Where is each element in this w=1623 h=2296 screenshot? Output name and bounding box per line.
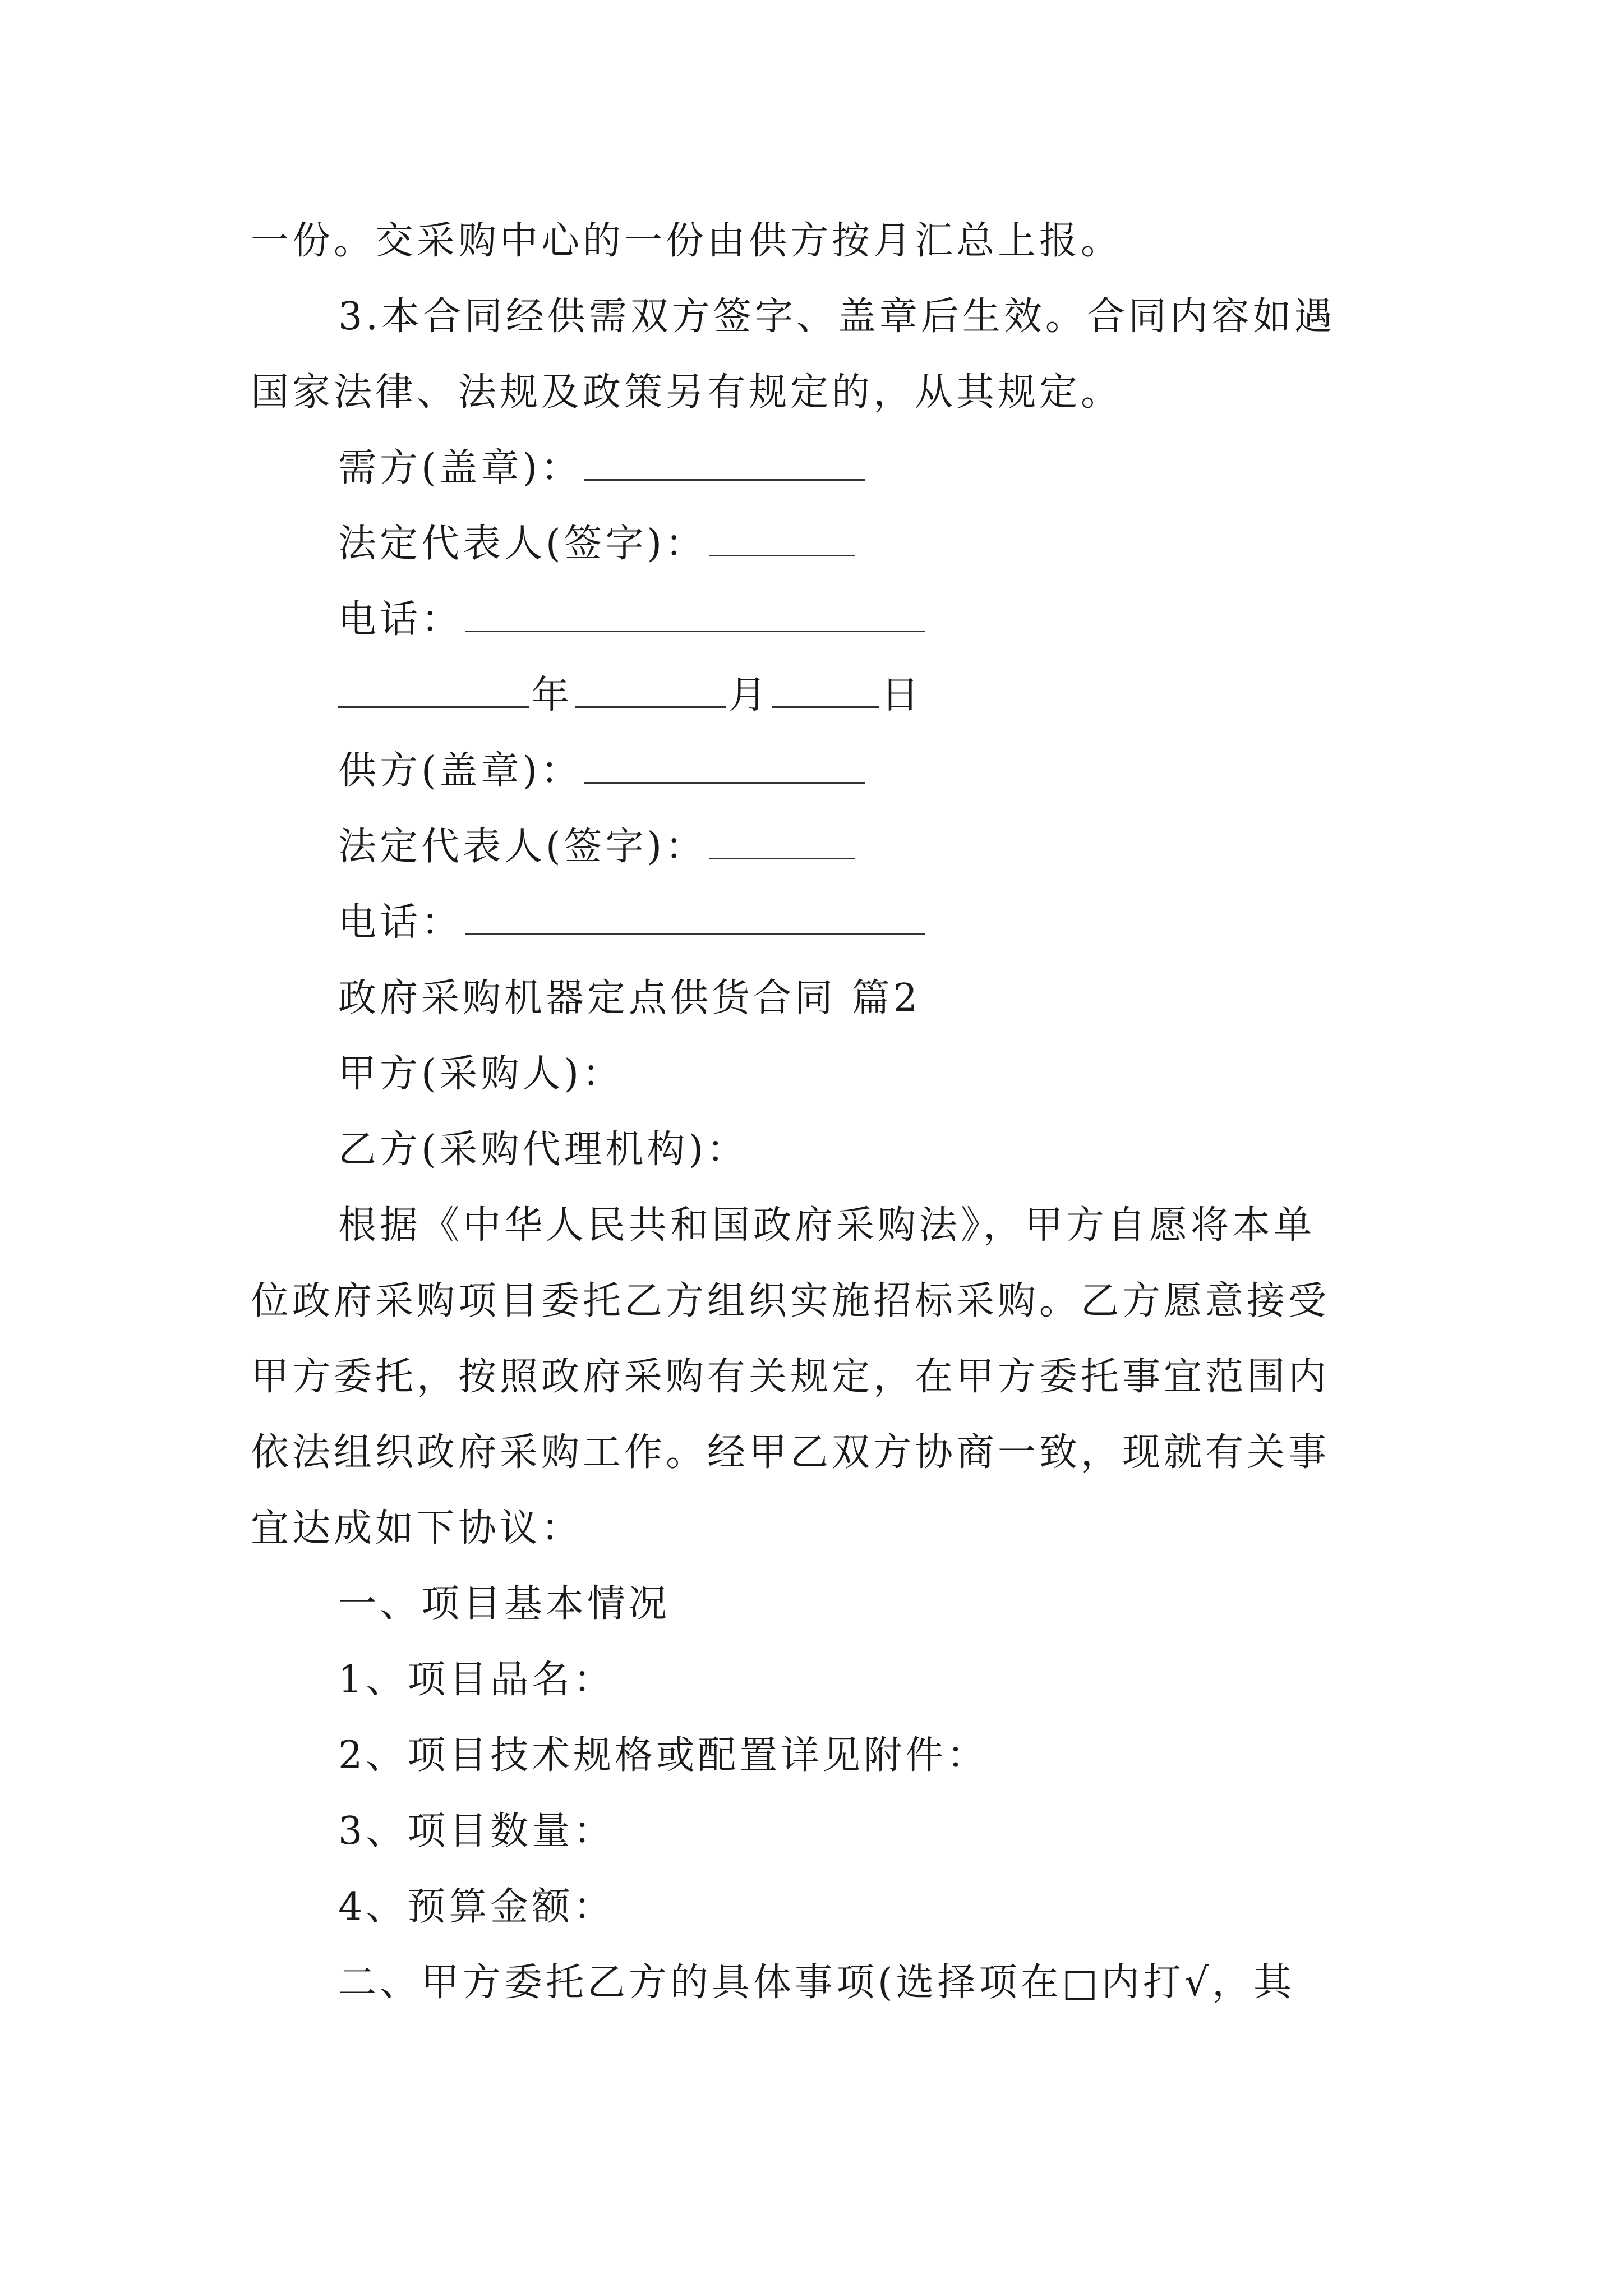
paragraph-line: 依法组织政府采购工作。经甲乙双方协商一致，现就有关事 xyxy=(251,1430,1330,1475)
list-item: 4、预算金额： xyxy=(338,1885,615,1929)
paragraph-line: 甲方委托，按照政府采购有关规定，在甲方委托事宜范围内 xyxy=(251,1355,1330,1399)
year-blank xyxy=(338,671,529,708)
supply-rep-label: 法定代表人(签字)： xyxy=(338,825,707,869)
supply-seal-label: 供方(盖章)： xyxy=(338,749,583,793)
demand-phone-label: 电话： xyxy=(338,597,463,642)
paragraph-line: 宜达成如下协议： xyxy=(251,1506,583,1550)
supply-rep-blank xyxy=(709,823,855,859)
demand-phone-blank xyxy=(465,596,925,632)
day-label: 日 xyxy=(881,673,923,717)
paragraph-line: 根据《中华人民共和国政府采购法》，甲方自愿将本单 xyxy=(338,1203,1316,1248)
demand-rep-blank xyxy=(709,520,855,556)
date-row xyxy=(338,670,923,721)
section-title: 政府采购机器定点供货合同 篇2 xyxy=(338,976,921,1020)
demand-phone-row xyxy=(338,595,927,645)
party-b-label: 乙方(采购代理机构)： xyxy=(338,1128,749,1172)
demand-seal-row xyxy=(338,443,867,494)
supply-phone-row xyxy=(338,898,927,948)
list-item: 1、项目品名： xyxy=(338,1658,615,1702)
supply-seal-row xyxy=(338,746,867,797)
demand-rep-row xyxy=(338,519,857,569)
demand-rep-label: 法定代表人(签字)： xyxy=(338,522,707,566)
supply-seal-blank xyxy=(584,747,865,784)
section-heading: 一、项目基本情况 xyxy=(338,1582,671,1626)
supply-phone-label: 电话： xyxy=(338,900,463,945)
list-item: 2、项目技术规格或配置详见附件： xyxy=(338,1733,989,1778)
supply-rep-row xyxy=(338,822,857,872)
year-label: 年 xyxy=(531,673,573,717)
paragraph-line: 位政府采购项目委托乙方组织实施招标采购。乙方愿意接受 xyxy=(251,1279,1330,1323)
paragraph-line: 国家法律、法规及政策另有规定的，从其规定。 xyxy=(251,370,1123,415)
supply-phone-blank xyxy=(465,899,925,935)
demand-seal-blank xyxy=(584,444,865,481)
paragraph-line: 3.本合同经供需双方签字、盖章后生效。合同内容如遇 xyxy=(338,295,1336,339)
section-heading: 二、甲方委托乙方的具体事项(选择项在□内打√，其 xyxy=(338,1961,1295,2005)
month-blank xyxy=(575,671,726,708)
day-blank xyxy=(772,671,879,708)
list-item: 3、项目数量： xyxy=(338,1809,615,1853)
demand-seal-label: 需方(盖章)： xyxy=(338,446,583,490)
month-label: 月 xyxy=(728,673,771,717)
paragraph-line: 一份。交采购中心的一份由供方按月汇总上报。 xyxy=(251,219,1123,263)
party-a-label: 甲方(采购人)： xyxy=(338,1052,624,1096)
